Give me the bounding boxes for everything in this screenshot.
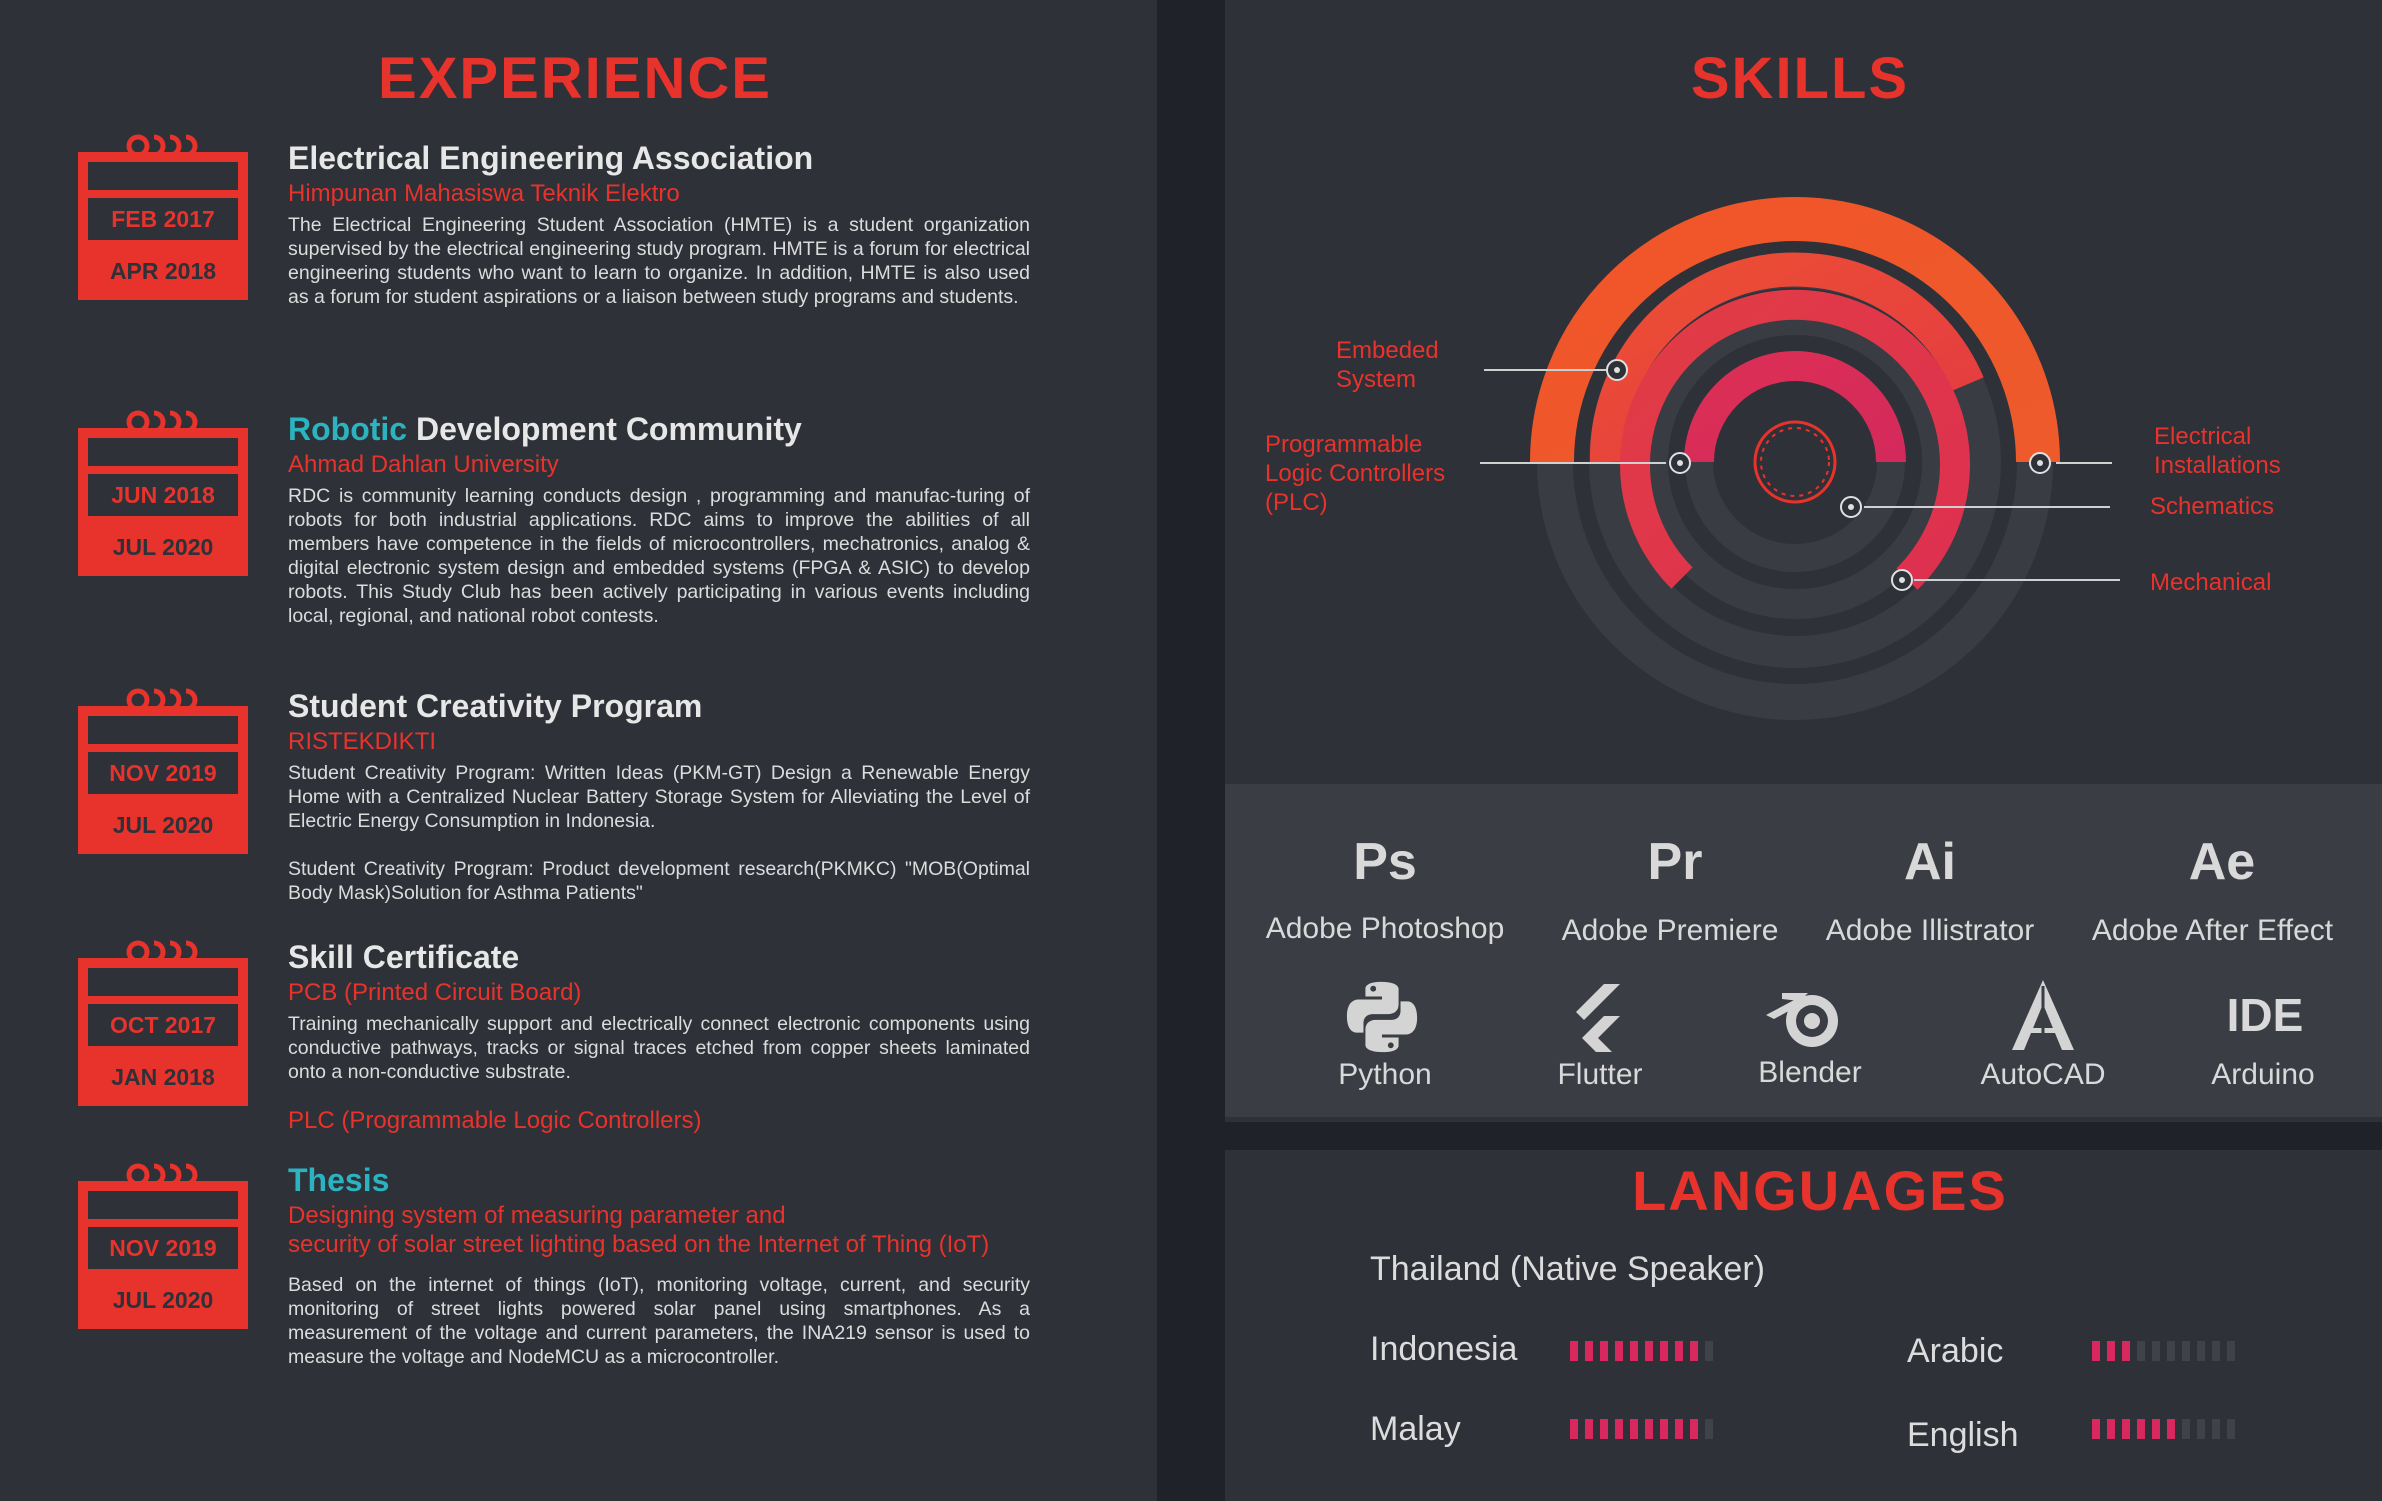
level-segment-filled <box>1585 1341 1593 1361</box>
level-segment-filled <box>2137 1419 2145 1439</box>
date-start: JUN 2018 <box>88 474 238 516</box>
level-segment-filled <box>1675 1341 1683 1361</box>
level-segment-empty <box>2227 1419 2235 1439</box>
tool-name: AutoCAD <box>1980 1058 2106 1091</box>
skill-label-mechanical: Mechanical <box>2150 569 2272 596</box>
level-segment-filled <box>1630 1419 1638 1439</box>
experience-item-title: Student Creativity Program <box>288 688 703 724</box>
level-segment-filled <box>2107 1419 2115 1439</box>
level-segment-empty <box>2227 1341 2235 1361</box>
languages-title: LANGUAGES <box>1632 1159 2008 1222</box>
level-segment-empty <box>2197 1341 2205 1361</box>
level-segment-empty <box>2167 1341 2175 1361</box>
ide-icon: IDE <box>2226 989 2304 1041</box>
date-start: FEB 2017 <box>88 198 238 240</box>
experience-item-subtitle: Himpunan Mahasiswa Teknik Elektro <box>288 180 680 207</box>
premiere-icon: Pr <box>1647 833 1703 891</box>
level-segment-filled <box>1645 1419 1653 1439</box>
level-segment-filled <box>1645 1341 1653 1361</box>
experience-item <box>288 139 1030 309</box>
calendar-icon <box>78 694 248 854</box>
after-effects-icon: Ae <box>2188 833 2256 891</box>
level-segment-filled <box>2092 1419 2100 1439</box>
level-segment-filled <box>1615 1341 1623 1361</box>
level-segment-filled <box>1660 1341 1668 1361</box>
experience-item-description: Student Creativity Program: Written Ideas (PKM-GT) Design a Renewable Energy Home with a Centralized Nuclear Battery Storage System for Alleviating the Level of Electric Energy Consumption in Indonesia. <box>288 762 1030 832</box>
date-start: NOV 2019 <box>88 752 238 794</box>
level-segment-empty <box>1705 1419 1713 1439</box>
photoshop-icon: Ps <box>1353 833 1417 891</box>
level-segment-filled <box>2092 1341 2100 1361</box>
language-level-bar <box>1570 1419 1713 1439</box>
language-name: English <box>1907 1416 2019 1454</box>
skills-title: SKILLS <box>1690 46 1910 111</box>
software-name: Adobe Illistrator <box>1825 914 2035 947</box>
calendar-icon <box>78 416 248 576</box>
illustrator-icon: Ai <box>1904 833 1956 891</box>
level-segment-empty <box>2137 1341 2145 1361</box>
language-level-bar <box>1570 1341 1713 1361</box>
calendar-icon <box>78 140 248 300</box>
experience-item-subtitle-2: PLC (Programmable Logic Controllers) <box>288 1107 702 1134</box>
level-segment-filled <box>2122 1419 2130 1439</box>
date-end: APR 2018 <box>109 257 217 284</box>
level-segment-filled <box>1660 1419 1668 1439</box>
level-segment-empty <box>2182 1341 2190 1361</box>
level-segment-filled <box>1600 1341 1608 1361</box>
level-segment-filled <box>1690 1341 1698 1361</box>
experience-item-subtitle: RISTEKDIKTI <box>288 728 437 755</box>
experience-item-subtitle: Ahmad Dahlan University <box>288 451 559 478</box>
autocad-icon <box>2010 978 2076 1052</box>
skill-label-electrical: Electrical Installations <box>2154 423 2281 479</box>
level-segment-filled <box>2107 1341 2115 1361</box>
tool-name: Arduino <box>2211 1058 2315 1091</box>
experience-item-subtitle: PCB (Printed Circuit Board) <box>288 979 582 1006</box>
tool-name: Blender <box>1758 1056 1862 1089</box>
experience-item-description: RDC is community learning conducts design , programming and manufac-turing of robots for both industrial applications. RDC aims to improve the abilities of all members have competence in the fields of microcontrollers, mechatronics, analog & digital electronic system design and embedded systems (FPGA & ASIC) to develop robots. This Study Club has been actively participating in various events including local, regional, and national robot contests. <box>288 485 1030 627</box>
experience-item-title <box>288 410 1030 448</box>
level-segment-filled <box>1690 1419 1698 1439</box>
level-segment-empty <box>2212 1419 2220 1439</box>
flutter-icon <box>1568 982 1628 1052</box>
level-segment-filled <box>1600 1419 1608 1439</box>
language-name: Arabic <box>1907 1332 2004 1370</box>
language-name: Indonesia <box>1370 1330 1518 1368</box>
level-segment-filled <box>1675 1419 1683 1439</box>
date-end: JAN 2018 <box>111 1063 215 1090</box>
experience-item-description-2: Student Creativity Program: Product development research(PKMKC) "MOB(Optimal Body Mask)Solution for Asthma Patients" <box>288 858 1030 904</box>
software-name: Adobe Photoshop <box>1265 912 1505 945</box>
level-segment-empty <box>1705 1341 1713 1361</box>
experience-item-title: Electrical Engineering Association <box>288 140 814 176</box>
experience-item-description: Training mechanically support and electrically connect electronic components using conductive pathways, tracks or signal traces etched from copper sheets laminated onto a non-conductive substrate. <box>288 1013 1030 1083</box>
language-level-bar <box>2092 1419 2235 1439</box>
title-highlight: Robotic <box>288 411 408 447</box>
skill-label-schematics: Schematics <box>2150 493 2275 520</box>
experience-item-subtitle: security of solar street lighting based on the Internet of Thing (IoT) <box>288 1231 990 1258</box>
date-start: NOV 2019 <box>88 1227 238 1269</box>
level-segment-empty <box>2197 1419 2205 1439</box>
level-segment-filled <box>2152 1419 2160 1439</box>
skill-label-embedded: Embeded System <box>1336 337 1439 393</box>
blender-icon <box>1762 985 1848 1051</box>
level-segment-empty <box>2152 1341 2160 1361</box>
tool-name: Python <box>1338 1058 1432 1091</box>
level-segment-filled <box>1570 1341 1578 1361</box>
calendar-icon <box>78 1169 248 1329</box>
skill-label-plc: Programmable Logic Controllers (PLC) <box>1265 431 1446 516</box>
level-segment-filled <box>1570 1419 1578 1439</box>
calendar-icon <box>78 946 248 1106</box>
experience-item <box>288 938 1030 1136</box>
language-level-bar <box>2092 1341 2235 1361</box>
level-segment-filled <box>1585 1419 1593 1439</box>
date-end: JUL 2020 <box>112 811 214 838</box>
level-segment-filled <box>1630 1341 1638 1361</box>
date-start: OCT 2017 <box>88 1004 238 1046</box>
level-segment-filled <box>2122 1341 2130 1361</box>
experience-item-description: The Electrical Engineering Student Association (HMTE) is a student organization supervised by the electrical engineering study program. HMTE is a forum for electrical engineering students who want to learn to organize. In addition, HMTE is also used as a forum for student aspirations or a liaison between study programs and students. <box>288 214 1030 308</box>
native-language: Thailand (Native Speaker) <box>1370 1250 1765 1288</box>
language-name: Malay <box>1370 1410 1461 1448</box>
date-end: JUL 2020 <box>112 533 214 560</box>
title-rest: Development Community <box>407 411 802 447</box>
experience-item <box>288 687 1030 905</box>
experience-item-description: Based on the internet of things (IoT), monitoring voltage, current, and security monitoring of street lights powered solar panel using smartphones. As a measurement of the voltage and current parameters, the INA219 sensor is used to measure the voltage and NodeMCU as a microcontroller. <box>288 1274 1030 1368</box>
software-name: Adobe After Effect <box>2091 914 2334 947</box>
experience-item <box>288 410 1030 628</box>
python-icon <box>1343 978 1421 1056</box>
experience-item <box>288 1161 1030 1369</box>
date-end: JUL 2020 <box>112 1286 214 1313</box>
level-segment-empty <box>2212 1341 2220 1361</box>
experience-item-subtitle: Designing system of measuring parameter and <box>288 1202 786 1229</box>
level-segment-filled <box>2167 1419 2175 1439</box>
experience-item-title: Skill Certificate <box>288 939 520 975</box>
experience-title: EXPERIENCE <box>378 46 772 111</box>
tool-name: Flutter <box>1557 1058 1643 1091</box>
level-segment-filled <box>1615 1419 1623 1439</box>
experience-item-title: Thesis <box>288 1162 390 1198</box>
software-name: Adobe Premiere <box>1561 914 1779 947</box>
level-segment-empty <box>2182 1419 2190 1439</box>
